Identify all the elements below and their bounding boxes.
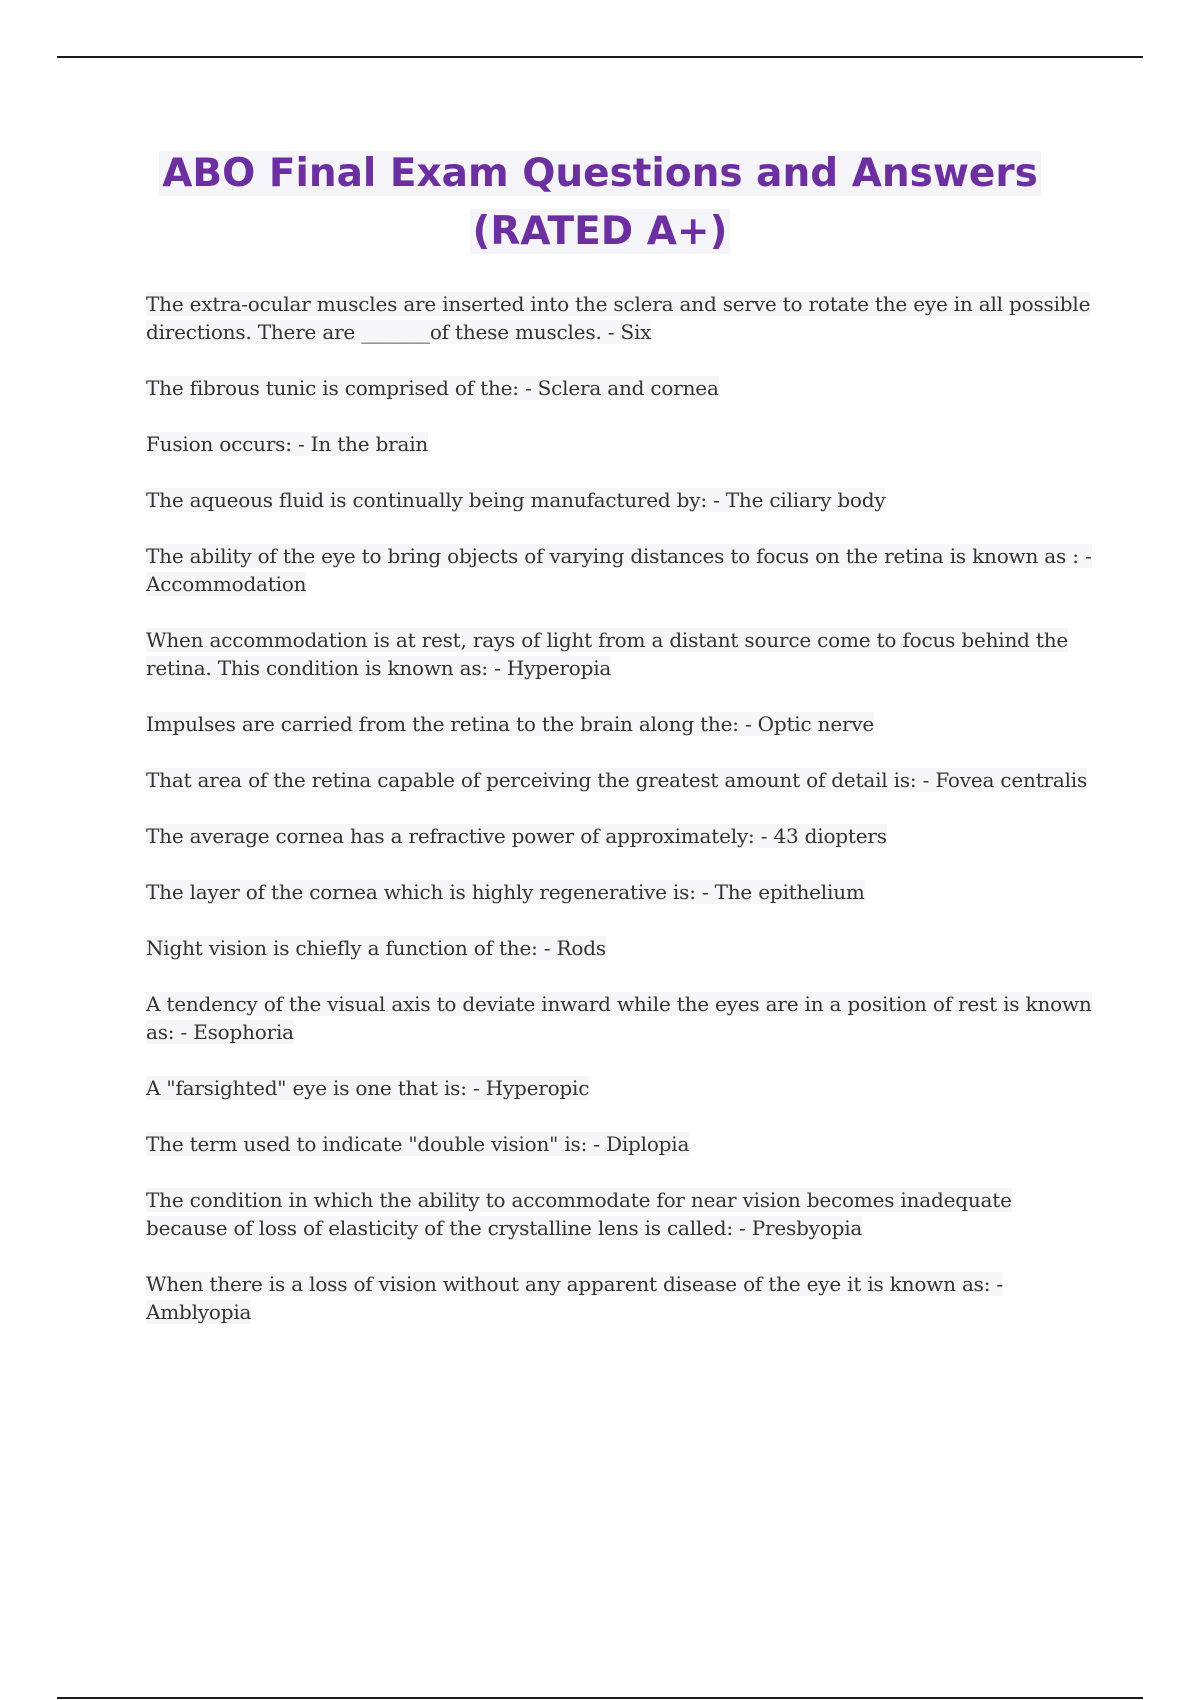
qa-text: The term used to indicate "double vision" is: - Diplopia [146,1132,690,1156]
qa-item [146,990,1096,1046]
qa-text: The condition in which the ability to accommodate for near vision becomes inadequate because of loss of elasticity of the crystalline lens is called: - Presbyopia [146,1188,1012,1240]
qa-item [146,822,1096,850]
qa-item [146,626,1096,682]
qa-item [146,1074,1096,1102]
qa-item [146,374,1096,402]
page-title [0,145,1200,261]
qa-item [146,1186,1096,1242]
qa-item [146,486,1096,514]
qa-item [146,934,1096,962]
qa-text: A "farsighted" eye is one that is: - Hyperopic [146,1076,590,1100]
top-divider [57,56,1143,58]
qa-text: The extra-ocular muscles are inserted into the sclera and serve to rotate the eye in all possible directions. There are _______of these muscles. - Six [146,292,1091,344]
qa-text: The average cornea has a refractive power of approximately: - 43 diopters [146,824,887,848]
qa-text: Impulses are carried from the retina to the brain along the: - Optic nerve [146,712,875,736]
title-line-1: ABO Final Exam Questions and Answers [159,151,1041,196]
qa-item [146,542,1096,598]
qa-text: The aqueous fluid is continually being manufactured by: - The ciliary body [146,488,886,512]
qa-text: The layer of the cornea which is highly regenerative is: - The epithelium [146,880,865,904]
qa-text: When accommodation is at rest, rays of light from a distant source come to focus behind the retina. This condition is known as: - Hyperopia [146,628,1069,680]
qa-item [146,710,1096,738]
qa-item [146,878,1096,906]
title-line-2: (RATED A+) [470,209,731,254]
qa-item [146,290,1096,346]
qa-text: A tendency of the visual axis to deviate inward while the eyes are in a position of rest is known as: - Esophoria [146,992,1092,1044]
qa-text: The fibrous tunic is comprised of the: - Sclera and cornea [146,376,719,400]
qa-item [146,766,1096,794]
qa-item [146,430,1096,458]
qa-list [146,290,1096,1354]
qa-item [146,1270,1096,1326]
qa-text: Fusion occurs: - In the brain [146,432,429,456]
qa-text: When there is a loss of vision without any apparent disease of the eye it is known as: - Amblyopia [146,1272,1003,1324]
qa-item [146,1130,1096,1158]
qa-text: That area of the retina capable of perceiving the greatest amount of detail is: - Fovea centralis [146,768,1088,792]
bottom-divider [57,1697,1143,1699]
qa-text: Night vision is chiefly a function of the: - Rods [146,936,606,960]
qa-text: The ability of the eye to bring objects of varying distances to focus on the retina is known as : - Accommodation [146,544,1092,596]
